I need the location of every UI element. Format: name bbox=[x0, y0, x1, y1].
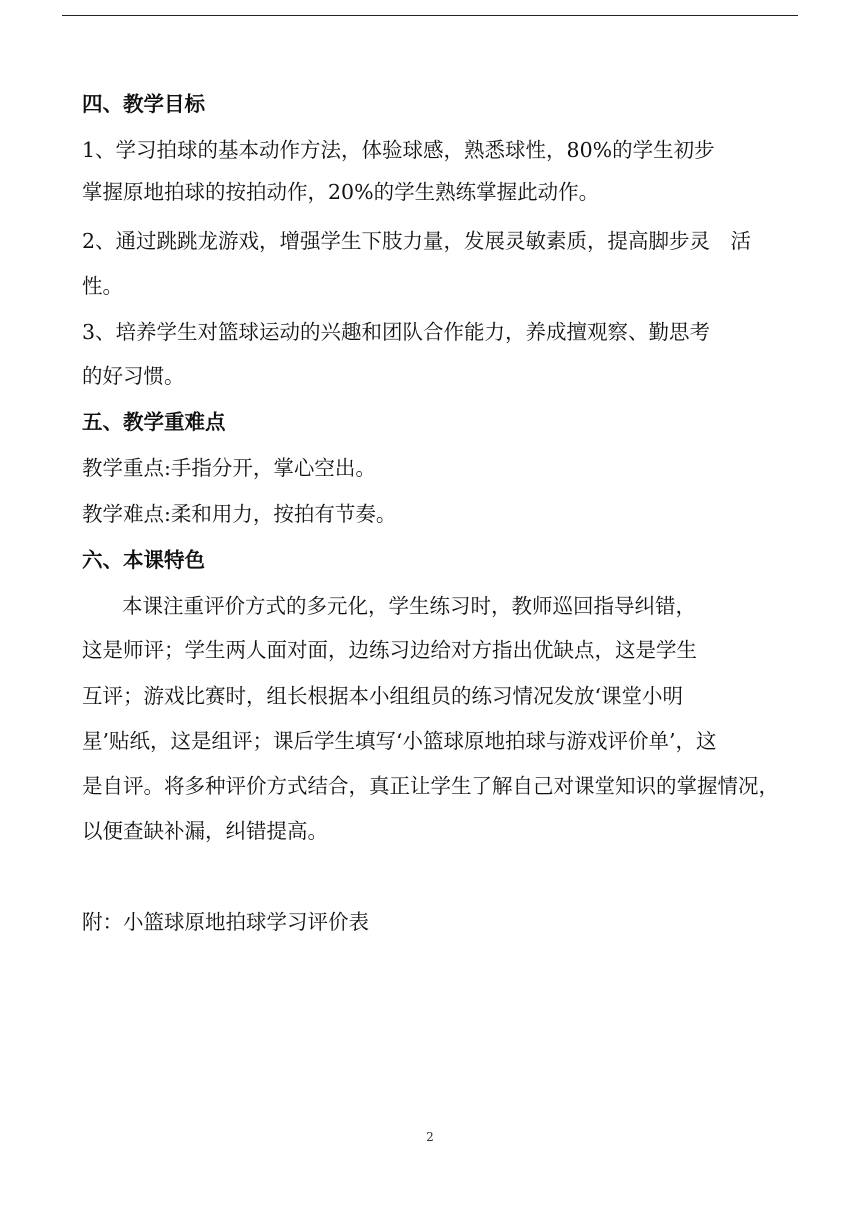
appendix-note: 附：小篮球原地拍球学习评价表 bbox=[82, 910, 369, 934]
paragraph-line: 3、培养学生对篮球运动的兴趣和团队合作能力，养成擅观察、勤思考 bbox=[82, 320, 711, 344]
paragraph-line: 是自评。将多种评价方式结合，真正让学生了解自己对课堂知识的掌握情况， bbox=[82, 774, 779, 798]
paragraph-line: 掌握原地拍球的按拍动作，20%的学生熟练掌握此动作。 bbox=[82, 180, 600, 204]
paragraph-line: 这是师评；学生两人面对面，边练习边给对方指出优缺点，这是学生 bbox=[82, 638, 697, 662]
difficult-point-text: 教学难点:柔和用力，按拍有节奏。 bbox=[82, 502, 397, 526]
header-rule bbox=[62, 15, 798, 16]
paragraph-line: 2、通过跳跳龙游戏，增强学生下肢力量，发展灵敏素质，提高脚步灵 活 bbox=[82, 229, 752, 253]
paragraph-line: 1、学习拍球的基本动作方法，体验球感，熟悉球性，80%的学生初步 bbox=[82, 138, 715, 162]
paragraph-line: 本课注重评价方式的多元化，学生练习时，教师巡回指导纠错， bbox=[122, 594, 696, 618]
section-heading-key-points: 五、教学重难点 bbox=[82, 410, 226, 434]
paragraph-line: 星’贴纸，这是组评；课后学生填写‘小篮球原地拍球与游戏评价单’，这 bbox=[82, 729, 717, 753]
paragraph-line: 的好习惯。 bbox=[82, 364, 185, 388]
section-heading-features: 六、本课特色 bbox=[82, 548, 205, 572]
paragraph-line: 以便查缺补漏，纠错提高。 bbox=[82, 819, 328, 843]
paragraph-line: 互评；游戏比赛时，组长根据本小组组员的练习情况发放‘课堂小明 bbox=[82, 684, 684, 708]
section-heading-objectives: 四、教学目标 bbox=[82, 92, 205, 116]
page-number: 2 bbox=[426, 1130, 434, 1144]
key-point-text: 教学重点:手指分开，掌心空出。 bbox=[82, 456, 376, 480]
paragraph-line: 性。 bbox=[82, 274, 123, 298]
